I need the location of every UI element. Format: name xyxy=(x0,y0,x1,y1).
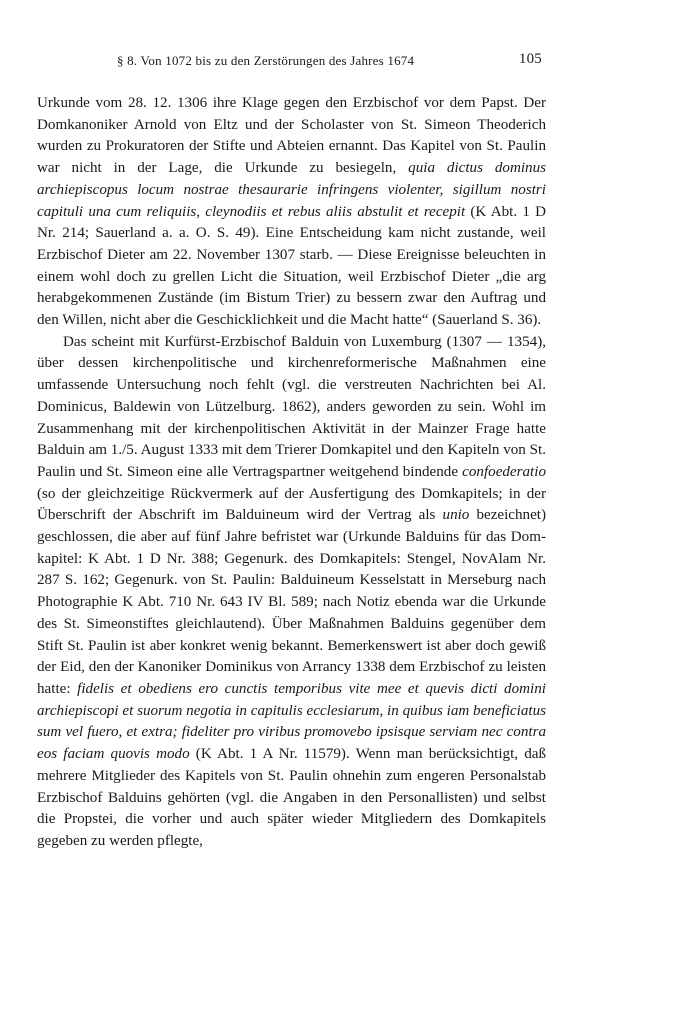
latin-oath: fidelis et obediens ero cunctis temporibus vite mee et quevis dicti domini archiepiscopi et suorum negotia in capitulis ecclesiarum, in quibus iam beneficiatus sum vel fuero, et extra; fideliter pro viribus promovebo ipsisque serviam nec contra eos faciam quovis modo xyxy=(37,680,546,763)
text-segment: Das scheint mit Kurfürst-Erzbischof Balduin von Luxemburg (1307 — 1354), über dessen kirchenpolitische und kirchenreformerische Maßnahmen eine umfassende Untersuchung noch fehlt (vgl. die verstreuten Nachrichten bei Al. Dominicus, Baldewin von Lützelburg. 1862), anders geworden zu sein. Wohl im Zusammenhang mit der kirchenpolitischen Aktivität in der Mainzer Frage hatte Balduin am 1./5. August 1333 mit dem Trierer Domkapitel und den Kapiteln von St. Paulin und St. Simeon eine alle Vertragspartner weitgehend bindende xyxy=(37,333,546,480)
text-segment: (K Abt. 1 D Nr. 214; Sauerland a. a. O. S. 49). Eine Entscheidung kam nicht zustande, weil Erzbischof Dieter am 22. November 1307 starb. — Diese Ereignisse beleuchten in einem wohl doch zu grellen Licht die Situation, weil Erzbischof Dieter „die arg herabgekommenen Zustände (im Bistum Trier) zu bessern zwar den Auftrag und den Willen, nicht aber die Geschicklichkeit und die Macht hatte“ (Sauerland S. 36). xyxy=(37,203,546,329)
latin-term: confoederatio xyxy=(462,463,546,480)
text-segment: Urkunde vom 28. 12. 1306 ihre Klage gegen den Erzbischof vor dem Papst. Der Domkanoniker Arnold von Eltz und der Scholaster von St. Simeon Theoderich wurden zu Prokuratoren der Stifte und Abteien ernannt. Das Kapitel von St. Paulin war nicht in der Lage, die Urkunde zu besiegeln, xyxy=(37,95,546,177)
text-segment: (K Abt. 1 A Nr. 11579). Wenn man berücksichtigt, daß mehrere Mitglieder des Kapitels von St. Paulin ohnehin zum engeren Personalstab Erzbischof Balduins gehörten (vgl. die Angaben in den Personallisten) und selbst die Propstei, die vorher und auch später wieder Mitgliedern des Domkapitels gegeben zu werden pflegte, xyxy=(37,746,546,849)
text-segment: bezeichnet) geschlossen, die aber auf fünf Jahre befristet war (Urkunde Balduins für das Domkapitel: K Abt. 1 D Nr. 388; Gegenurk. des Domkapitels: Stengel, NovAlam Nr. 287 S. 162; Gegenurk. von St. Paulin: Balduineum Kesselstatt in Merseburg nach Photographie K Abt. 710 Nr. 643 IV Bl. 589; nach Notiz ebenda war die Urkunde des St. Simeonstiftes gleichlautend). Über Maßnahmen Balduins gegenüber dem Stift St. Paulin ist aber konkret wenig bekannt. Bemerkenswert ist aber doch gewiß der Eid, den der Kanoniker Dominikus von Arrancy 1338 dem Erzbischof zu leisten hatte: xyxy=(37,507,546,697)
page-number: 105 xyxy=(518,51,542,67)
latin-term: unio xyxy=(442,507,470,524)
latin-quote: quia dictus dominus archiepiscopus locum nostrae thesaurarie infringens violenter, sigillum nostri capituli una cum reliquiis, cleynodiis et rebus aliis abstulit et recepit xyxy=(37,160,547,220)
book-page xyxy=(37,0,546,853)
running-head xyxy=(37,47,546,77)
section-heading: § 8. Von 1072 bis zu den Zerstörungen des Jahres 1674 xyxy=(117,53,415,68)
paragraph-1 xyxy=(37,93,546,332)
text-segment: (so der gleichzeitige Rückvermerk auf der Ausfertigung des Domkapitels; in der Überschrift der Abschrift im Balduineum wird der Vertrag als xyxy=(37,485,546,524)
body-text xyxy=(37,93,546,853)
paragraph-2 xyxy=(37,332,546,853)
